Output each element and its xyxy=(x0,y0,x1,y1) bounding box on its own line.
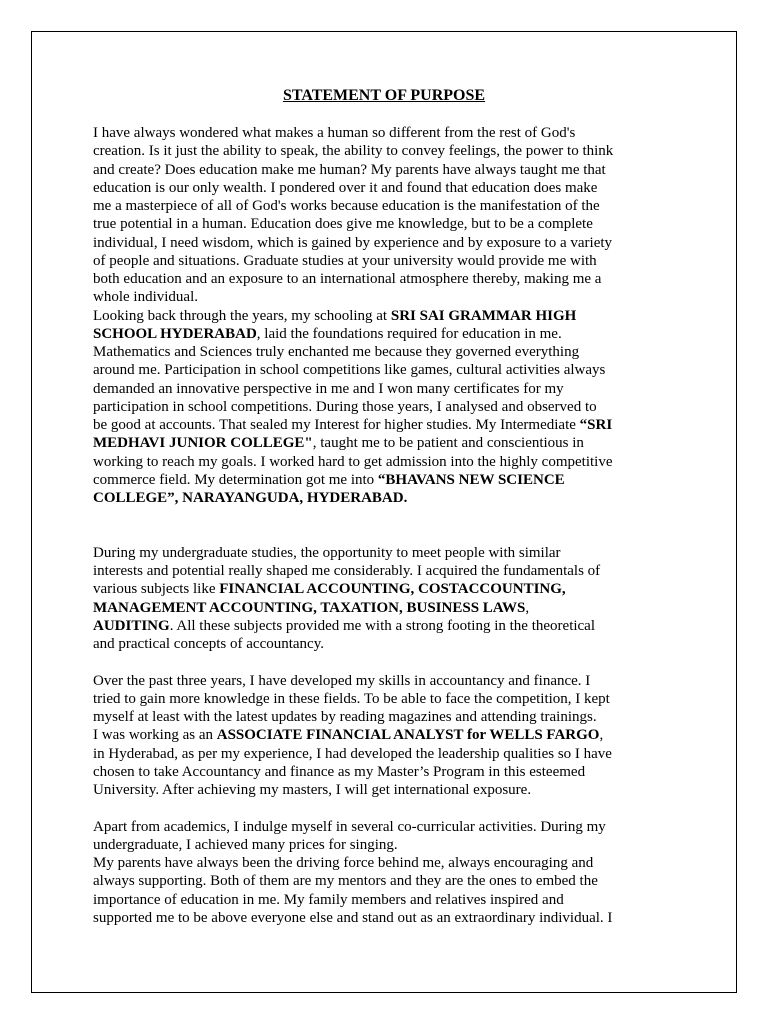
text-line xyxy=(93,489,693,507)
text-line: always supporting. Both of them are my mentors and they are the ones to embed the xyxy=(93,873,598,890)
text-line: true potential in a human. Education does give me knowledge, but to be a complete xyxy=(93,216,593,233)
text-line: and create? Does education make me human? My parents have always taught me that xyxy=(93,161,606,178)
document-body xyxy=(93,124,693,927)
text-line xyxy=(93,617,693,635)
text-line: My parents have always been the driving force behind me, always encouraging and xyxy=(93,855,594,871)
text-run: , xyxy=(525,599,530,616)
paragraph-activities xyxy=(93,818,693,928)
text-run: , laid the foundations required for education in me. xyxy=(256,325,562,342)
text-run: Looking back through the years, my schooling at xyxy=(93,307,391,324)
subject-list: MANAGEMENT ACCOUNTING, TAXATION, BUSINESS LAWS xyxy=(93,599,526,616)
text-line: creation. Is it just the ability to speak, the ability to convey feelings, the power to think xyxy=(93,143,614,160)
college-name: COLLEGE”, NARAYANGUDA, HYDERABAD. xyxy=(93,490,408,506)
text-line: chosen to take Accountancy and finance as my Master’s Program in this esteemed xyxy=(93,763,586,780)
text-line xyxy=(93,471,693,489)
paragraph-schooling xyxy=(93,307,693,508)
text-line: interests and potential really shaped me considerably. I acquired the fundamentals of xyxy=(93,563,601,579)
text-run: , taught me to be patient and conscientious in xyxy=(312,435,584,452)
text-run: be good at accounts. That sealed my Interest for higher studies. My Intermediate xyxy=(93,417,580,433)
text-line: importance of education in me. My family members and relatives inspired and xyxy=(93,891,564,908)
text-line xyxy=(93,307,693,325)
text-line: around me. Participation in school competitions like games, cultural activities always xyxy=(93,362,606,379)
paragraph-experience xyxy=(93,672,693,800)
text-line: me a masterpiece of all of God's works because education is the manifestation of the xyxy=(93,198,600,214)
text-line: and practical concepts of accountancy. xyxy=(93,636,324,652)
college-name: “SRI xyxy=(579,417,613,433)
text-line: University. After achieving my masters, I will get international exposure. xyxy=(93,782,532,798)
school-name: SRI SAI GRAMMAR HIGH xyxy=(390,307,577,324)
paragraph-spacer xyxy=(93,653,693,671)
text-line: Apart from academics, I indulge myself in several co-curricular activities. During my xyxy=(93,818,606,835)
text-line: undergraduate, I achieved many prices for singing. xyxy=(93,836,398,853)
college-name: MEDHAVI JUNIOR COLLEGE" xyxy=(93,435,313,452)
paragraph-intro xyxy=(93,124,693,307)
text-line xyxy=(93,726,693,744)
text-line: individual, I need wisdom, which is gained by experience and by exposure to a variety xyxy=(93,234,613,251)
text-line: Mathematics and Sciences truly enchanted me because they governed everything xyxy=(93,344,580,360)
text-run: , xyxy=(599,727,604,744)
document-title: STATEMENT OF PURPOSE xyxy=(282,87,486,104)
text-line: demanded an innovative perspective in me and I won many certificates for my xyxy=(93,380,564,397)
subject-list: AUDITING xyxy=(93,617,170,634)
text-line: both education and an exposure to an international atmosphere thereby, making me a xyxy=(93,271,602,287)
text-line xyxy=(93,434,693,452)
text-line: of people and situations. Graduate studies at your university would provide me with xyxy=(93,252,597,269)
text-line xyxy=(93,416,693,434)
text-line: education is our only wealth. I pondered over it and found that education does make xyxy=(93,179,598,196)
text-run: commerce field. My determination got me into xyxy=(93,471,378,488)
text-run: . All these subjects provided me with a strong footing in the theoretical xyxy=(169,617,596,634)
text-line: participation in school competitions. During those years, I analysed and observed to xyxy=(93,398,597,415)
subject-list: FINANCIAL ACCOUNTING, COSTACCOUNTING, xyxy=(219,581,566,598)
school-name: SCHOOL HYDERABAD xyxy=(93,325,257,342)
text-line xyxy=(93,580,693,598)
text-line: in Hyderabad, as per my experience, I had developed the leadership qualities so I have xyxy=(93,745,612,762)
text-line: whole individual. xyxy=(93,289,198,306)
paragraph-spacer xyxy=(93,507,693,544)
text-line: supported me to be above everyone else and stand out as an extraordinary individual. I xyxy=(93,909,613,926)
paragraph-undergraduate xyxy=(93,544,693,654)
text-line: tried to gain more knowledge in these fields. To be able to face the competition, I kept xyxy=(93,690,610,707)
text-line: myself at least with the latest updates by reading magazines and attending trainings. xyxy=(93,709,597,725)
college-name: “BHAVANS NEW SCIENCE xyxy=(377,471,565,488)
text-run: I was working as an xyxy=(93,727,217,744)
text-line: Over the past three years, I have developed my skills in accountancy and finance. I xyxy=(93,672,591,689)
text-line xyxy=(93,325,693,343)
text-line: working to reach my goals. I worked hard to get admission into the highly competitive xyxy=(93,453,613,470)
text-line: During my undergraduate studies, the opportunity to meet people with similar xyxy=(93,544,561,561)
text-line xyxy=(93,599,693,617)
text-run: various subjects like xyxy=(93,581,220,598)
paragraph-spacer xyxy=(93,799,693,817)
text-line: I have always wondered what makes a human so different from the rest of God's xyxy=(93,125,576,141)
job-title: ASSOCIATE FINANCIAL ANALYST for WELLS FARGO xyxy=(216,727,600,744)
